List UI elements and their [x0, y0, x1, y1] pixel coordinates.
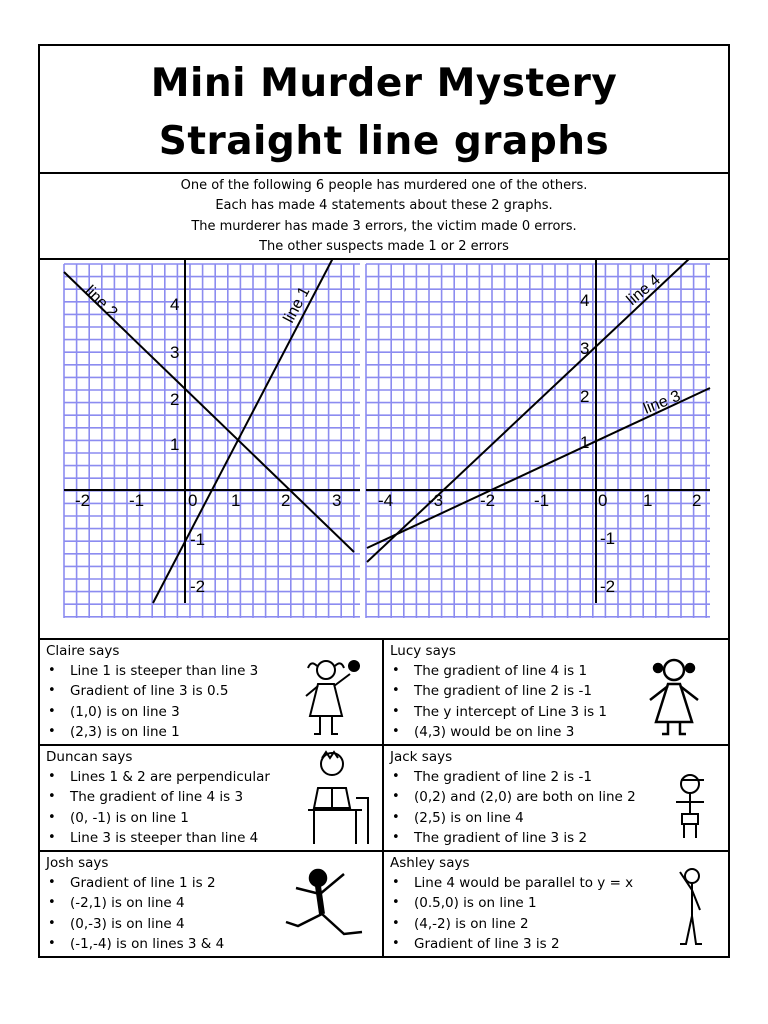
right-y-tick: 4 [580, 291, 590, 310]
statement: • (4,3) would be on line 3 [384, 722, 607, 742]
left-y-tick: -2 [190, 577, 206, 596]
instruction-line: The murderer has made 3 errors, the victim made 0 errors. [191, 218, 577, 234]
left-y-tick: 3 [170, 343, 180, 362]
boy-reading-at-desk-icon [302, 748, 374, 848]
speaker-name: Claire says [46, 643, 120, 659]
card-claire [40, 640, 382, 744]
statement: • The gradient of line 3 is 2 [384, 828, 636, 848]
card-josh [40, 852, 382, 956]
graphs-panel [40, 258, 728, 640]
right-y-tick: 2 [580, 387, 590, 406]
graphs-svg [40, 258, 728, 638]
left-x-tick: -2 [75, 491, 91, 510]
statement: • (1,0) is on line 3 [40, 702, 258, 722]
title-line-2: Straight line graphs [158, 119, 610, 164]
line-4-label: line 4 [623, 271, 664, 310]
left-y-tick: 4 [170, 295, 180, 314]
title-line-1: Mini Murder Mystery [150, 61, 618, 106]
statement: • Line 3 is steeper than line 4 [40, 828, 270, 848]
statement: • The gradient of line 4 is 3 [40, 787, 270, 807]
card-lucy [384, 640, 726, 744]
right-y-tick: 1 [580, 433, 590, 452]
statement: • Gradient of line 3 is 0.5 [40, 681, 258, 701]
statement-cards [40, 640, 728, 956]
right-x-tick: -2 [480, 491, 496, 510]
speaker-name: Lucy says [390, 643, 456, 659]
speaker-name: Josh says [46, 855, 109, 871]
right-x-tick: 0 [598, 491, 608, 510]
instruction-line: Each has made 4 statements about these 2 graphs. [215, 198, 553, 214]
statement: • The gradient of line 2 is -1 [384, 767, 636, 787]
statement-list [384, 661, 607, 743]
line-1 [153, 258, 333, 603]
statement: • (2,5) is on line 4 [384, 808, 636, 828]
card-jack [384, 746, 726, 850]
statement-list [40, 661, 258, 743]
left-x-tick: 1 [231, 491, 241, 510]
statement: • Gradient of line 3 is 2 [384, 934, 633, 954]
right-x-tick: -1 [534, 491, 550, 510]
statement: • Line 1 is steeper than line 3 [40, 661, 258, 681]
statement: • Line 4 would be parallel to y = x [384, 873, 633, 893]
left-y-tick: -1 [190, 530, 206, 549]
left-x-tick: -1 [129, 491, 145, 510]
line-3-label: line 3 [641, 387, 683, 418]
waving-figure-icon [672, 866, 712, 948]
right-y-tick: -1 [600, 529, 616, 548]
statement: • Gradient of line 1 is 2 [40, 873, 224, 893]
speaker-name: Ashley says [390, 855, 470, 871]
right-x-tick: 2 [692, 491, 702, 510]
jumping-figure-icon [278, 864, 368, 948]
statement: • The gradient of line 4 is 1 [384, 661, 607, 681]
left-y-tick: 1 [170, 435, 180, 454]
statement-list [40, 767, 270, 849]
statement-list [384, 873, 633, 955]
right-graph [366, 258, 710, 618]
left-graph [64, 258, 360, 618]
girl-with-spoon-icon [298, 654, 368, 740]
instructions [40, 172, 728, 260]
speaker-name: Duncan says [46, 749, 133, 765]
left-y-tick: 2 [170, 390, 180, 409]
statement: • (4,-2) is on line 2 [384, 914, 633, 934]
card-ashley [384, 852, 726, 956]
boy-with-cap-icon [668, 772, 718, 844]
statement: • (0.5,0) is on line 1 [384, 893, 633, 913]
statement: • Lines 1 & 2 are perpendicular [40, 767, 270, 787]
card-duncan [40, 746, 382, 850]
statement-list [40, 873, 224, 955]
girl-in-dress-icon [642, 654, 706, 740]
left-x-tick: 2 [281, 491, 291, 510]
left-x-tick: 3 [332, 491, 342, 510]
statement: • (-2,1) is on line 4 [40, 893, 224, 913]
statement: • (-1,-4) is on lines 3 & 4 [40, 934, 224, 954]
statement: • The gradient of line 2 is -1 [384, 681, 607, 701]
statement-list [384, 767, 636, 849]
instruction-line: One of the following 6 people has murdered one of the others. [180, 178, 588, 193]
speaker-name: Jack says [390, 749, 453, 765]
statement: • (0, -1) is on line 1 [40, 808, 270, 828]
title-box [40, 46, 728, 174]
line-2-label: line 2 [81, 282, 121, 322]
right-grid [366, 264, 710, 618]
statement: • (0,2) and (2,0) are both on line 2 [384, 787, 636, 807]
right-y-tick: 3 [580, 339, 590, 358]
worksheet [38, 44, 730, 958]
right-x-tick: -4 [378, 491, 394, 510]
left-x-tick: 0 [188, 491, 198, 510]
right-y-tick: -2 [600, 577, 616, 596]
right-x-tick: -3 [428, 491, 444, 510]
right-x-tick: 1 [643, 491, 653, 510]
line-1-label: line 1 [280, 284, 314, 326]
instruction-line: The other suspects made 1 or 2 errors [259, 238, 509, 254]
statement: • (2,3) is on line 1 [40, 722, 258, 742]
statement: • The y intercept of Line 3 is 1 [384, 702, 607, 722]
statement: • (0,-3) is on line 4 [40, 914, 224, 934]
